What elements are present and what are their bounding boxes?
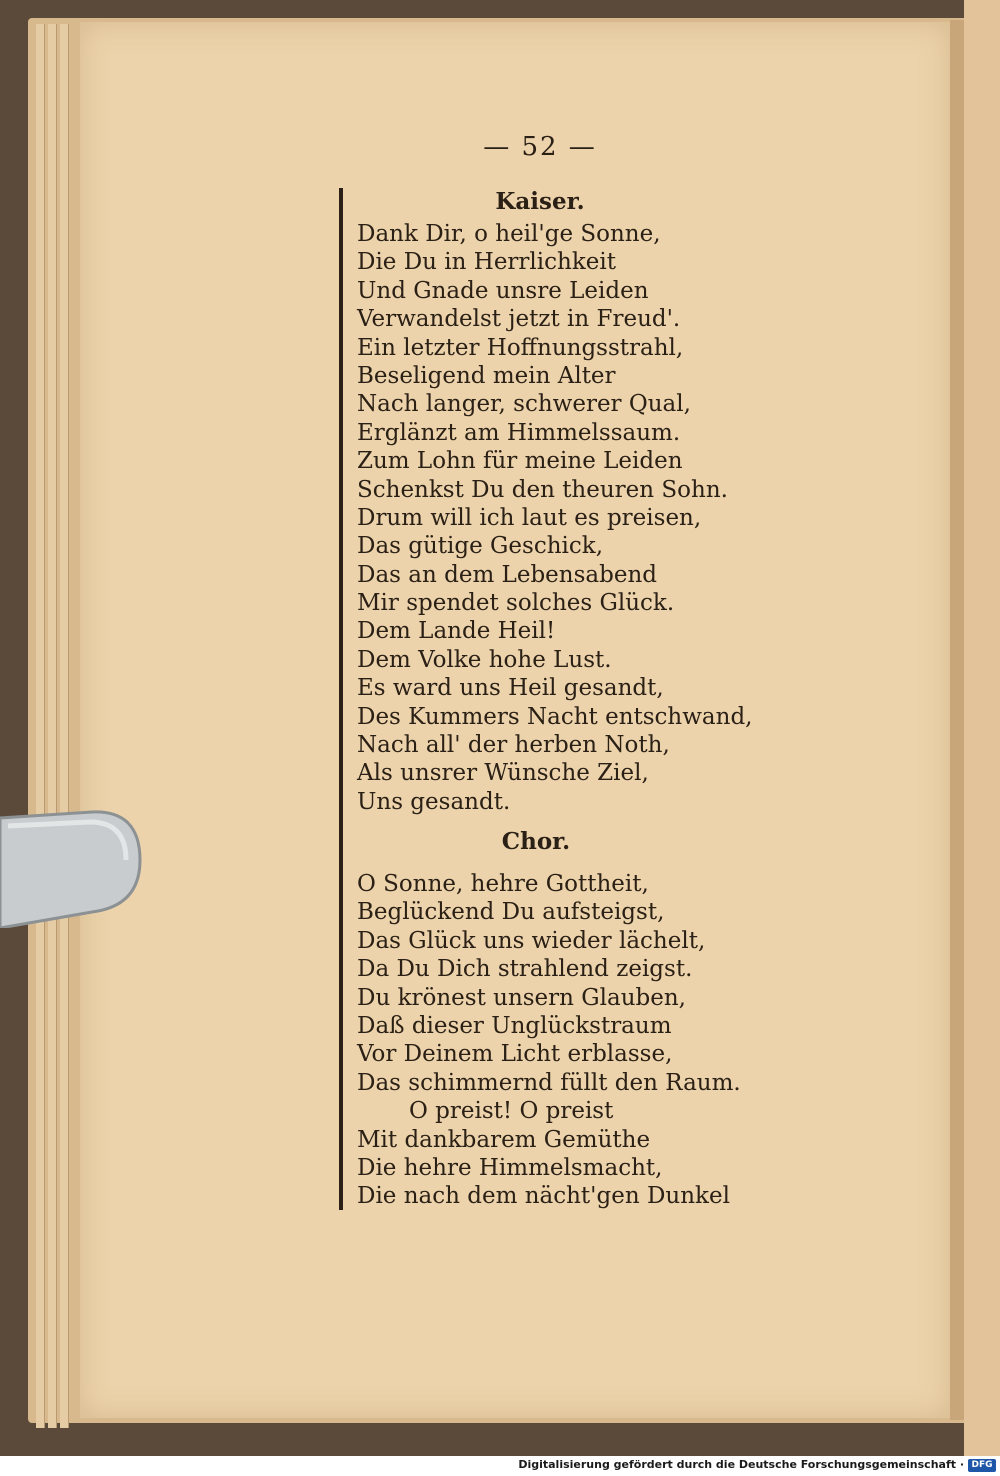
verse-line: O preist! O preist (409, 1098, 614, 1125)
verse-line: Die Du in Herrlichkeit (357, 249, 616, 276)
footer-bar (0, 1456, 1000, 1476)
verse-line: Mit dankbarem Gemüthe (357, 1126, 651, 1153)
page-edge (60, 24, 69, 1428)
verse-line: Mir spendet solches Glück. (357, 590, 675, 617)
page-number: — 52 — (483, 132, 597, 162)
verse-line: Dem Lande Heil! (357, 618, 556, 645)
verse-line: Ein letzter Hoffnungsstrahl, (357, 334, 684, 361)
dfg-logo-icon: DFG (968, 1459, 996, 1472)
verse-line: Verwandelst jetzt in Freud'. (357, 306, 681, 333)
verse-line: Nach langer, schwerer Qual, (357, 391, 691, 418)
verse-line: Das schimmernd füllt den Raum. (357, 1069, 741, 1096)
verse-line: Das Glück uns wieder lächelt, (357, 927, 706, 954)
verse-line: Drum will ich laut es preisen, (357, 504, 702, 531)
speaker-heading-kaiser: Kaiser. (495, 188, 585, 215)
verse-line: Vor Deinem Licht erblasse, (357, 1041, 673, 1068)
book-binding (950, 20, 964, 1420)
verse-block-chor (357, 870, 741, 1211)
verse-line: Beglückend Du aufsteigst, (357, 899, 665, 926)
verse-line: Zum Lohn für meine Leiden (357, 448, 683, 475)
verse-line: Als unsrer Wünsche Ziel, (357, 760, 649, 787)
page-clip-tab (0, 810, 142, 928)
verse-line: Daß dieser Unglückstraum (357, 1012, 672, 1039)
verse-line: Und Gnade unsre Leiden (357, 277, 649, 304)
verse-block-kaiser (357, 220, 753, 816)
verse-line: Dem Volke hohe Lust. (357, 646, 612, 673)
verse-line: Das an dem Lebensabend (357, 561, 657, 588)
verse-line: Erglänzt am Himmelssaum. (357, 419, 681, 446)
verse-line: Die hehre Himmelsmacht, (357, 1154, 663, 1181)
verse-line: Dank Dir, o heil'ge Sonne, (357, 221, 661, 247)
verse-line: Des Kummers Nacht entschwand, (357, 703, 753, 730)
margin-rule (339, 188, 343, 1210)
speaker-heading-chor: Chor. (501, 828, 571, 855)
verse-line: Schenkst Du den theuren Sohn. (357, 476, 728, 503)
page-edge (48, 24, 57, 1428)
footer-credit: Digitalisierung gefördert durch die Deutsche Forschungsgemeinschaft · (518, 1458, 964, 1471)
verse-line: Da Du Dich strahlend zeigst. (357, 956, 693, 983)
adjacent-page-strip (964, 0, 1000, 1456)
page-edge (36, 24, 45, 1428)
verse-line: Es ward uns Heil gesandt, (357, 675, 664, 702)
verse-line: Die nach dem nächt'gen Dunkel (357, 1183, 730, 1210)
verse-line: Uns gesandt. (357, 788, 511, 815)
verse-line: O Sonne, hehre Gottheit, (357, 871, 649, 897)
verse-line: Du krönest unsern Glauben, (357, 984, 686, 1011)
verse-line: Nach all' der herben Noth, (357, 732, 670, 759)
verse-line: Das gütige Geschick, (357, 533, 604, 560)
verse-line: Beseligend mein Alter (357, 362, 616, 389)
